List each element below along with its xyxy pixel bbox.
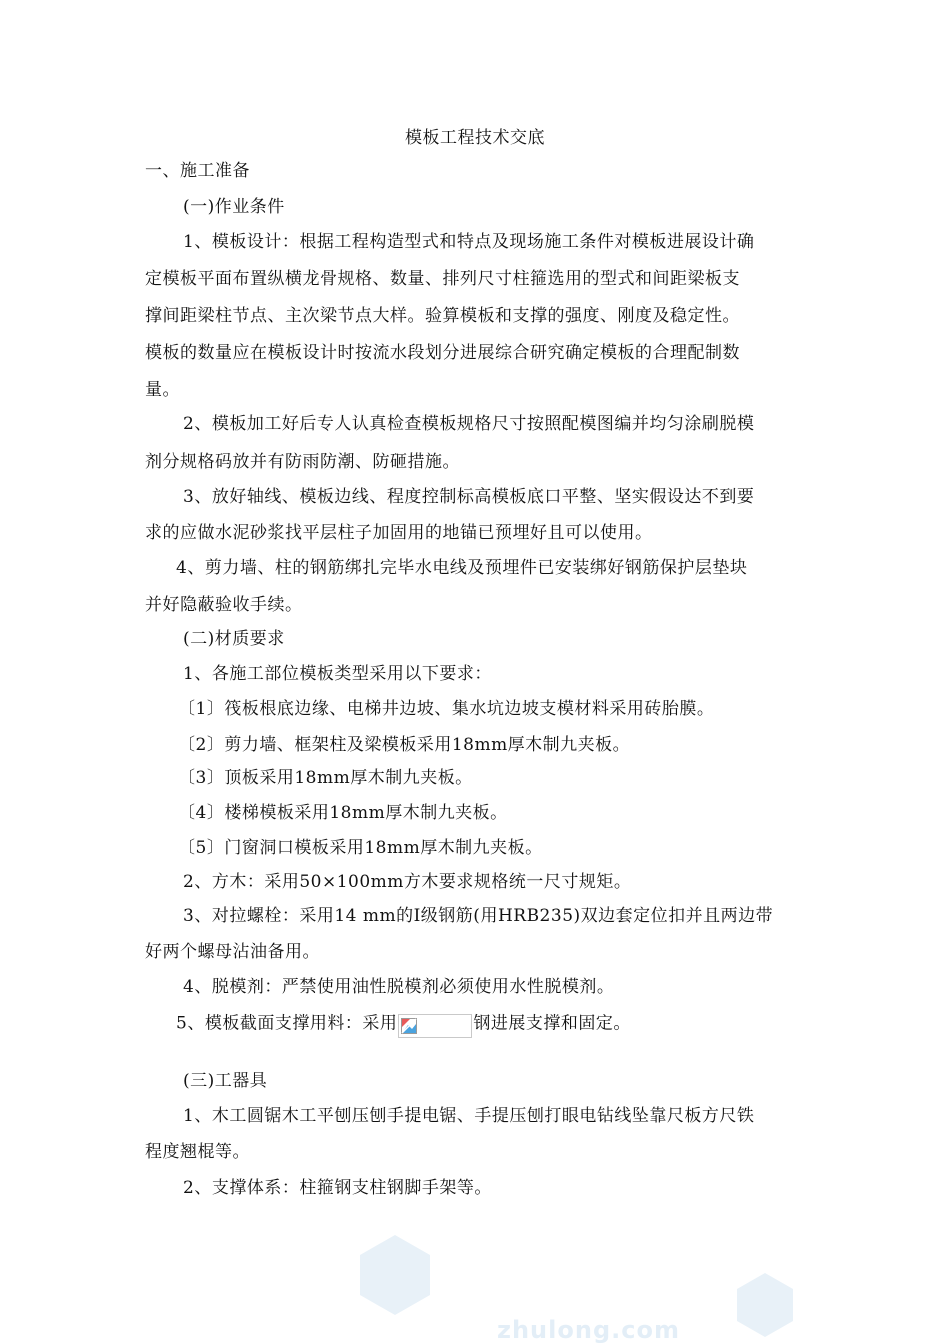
list-item: 〔3〕顶板采用18mm厚木制九夹板。 <box>178 768 473 788</box>
subsection-heading: (三)工器具 <box>183 1071 268 1091</box>
paragraph-line: 4、脱模剂：严禁使用油性脱模剂必须使用水性脱模剂。 <box>183 977 615 997</box>
paragraph-line: 2、模板加工好后专人认真检查模板规格尺寸按照配模图编并均匀涂刷脱模 <box>183 414 755 434</box>
paragraph-line: 2、支撑体系：柱箍钢支柱钢脚手架等。 <box>183 1178 492 1198</box>
paragraph-line: 1、模板设计：根据工程构造型式和特点及现场施工条件对模板进展设计确 <box>183 232 755 252</box>
paragraph-line: 定模板平面布置纵横龙骨规格、数量、排列尺寸柱箍选用的型式和间距梁板支 <box>145 269 740 289</box>
subsection-heading: (一)作业条件 <box>183 197 285 217</box>
snowflake-icon <box>360 1235 430 1315</box>
watermark-graphic <box>0 1230 950 1344</box>
section-heading: 一、施工准备 <box>145 161 250 181</box>
broken-image-placeholder <box>398 1014 472 1038</box>
paragraph-line: 2、方木：采用50×100mm方木要求规格统一尺寸规矩。 <box>183 872 632 892</box>
paragraph-line: 求的应做水泥砂浆找平层柱子加固用的地锚已预埋好且可以使用。 <box>145 523 653 543</box>
paragraph-line: 模板的数量应在模板设计时按流水段划分进展综合研究确定模板的合理配制数 <box>145 343 740 363</box>
paragraph-line: 1、各施工部位模板类型采用以下要求： <box>183 664 492 684</box>
list-item: 〔2〕剪力墙、框架柱及梁模板采用18mm厚木制九夹板。 <box>178 735 631 755</box>
snowflake-icon <box>737 1273 793 1337</box>
paragraph-line: 撑间距梁柱节点、主次梁节点大样。验算模板和支撑的强度、刚度及稳定性。 <box>145 306 740 326</box>
paragraph-line: 程度翘棍等。 <box>145 1142 250 1162</box>
list-item: 〔1〕筏板根底边缘、电梯井边坡、集水坑边坡支模材料采用砖胎膜。 <box>178 699 715 719</box>
subsection-heading: (二)材质要求 <box>183 629 285 649</box>
watermark-text: zhulong.com <box>497 1316 680 1344</box>
broken-image-icon <box>401 1018 417 1034</box>
list-item: 〔5〕门窗洞口模板采用18mm厚木制九夹板。 <box>178 838 543 858</box>
paragraph-line: 4、剪力墙、柱的钢筋绑扎完毕水电线及预埋件已安装绑好钢筋保护层垫块 <box>176 558 748 578</box>
paragraph-line: 1、木工圆锯木工平刨压刨手提电锯、手提压刨打眼电钻线坠靠尺板方尺铁 <box>183 1106 755 1126</box>
paragraph-line: 剂分规格码放并有防雨防潮、防砸措施。 <box>145 452 460 472</box>
line-text-after: 钢进展支撑和固定。 <box>473 1013 631 1034</box>
paragraph-line: 并好隐蔽验收手续。 <box>145 595 303 615</box>
paragraph-line: 量。 <box>145 380 180 400</box>
paragraph-line: 好两个螺母沾油备用。 <box>145 942 320 962</box>
page-title: 模板工程技术交底 <box>405 128 545 148</box>
paragraph-line: 3、放好轴线、模板边线、程度控制标高模板底口平整、坚实假设达不到要 <box>183 487 755 507</box>
list-item: 〔4〕楼梯模板采用18mm厚木制九夹板。 <box>178 803 508 823</box>
paragraph-line-with-image <box>176 1012 631 1036</box>
line-text-before: 5、模板截面支撑用料：采用 <box>176 1013 398 1034</box>
paragraph-line: 3、对拉螺栓：采用14 mm的Ⅰ级钢筋(用HRB235)双边套定位扣并且两边带 <box>183 906 774 926</box>
